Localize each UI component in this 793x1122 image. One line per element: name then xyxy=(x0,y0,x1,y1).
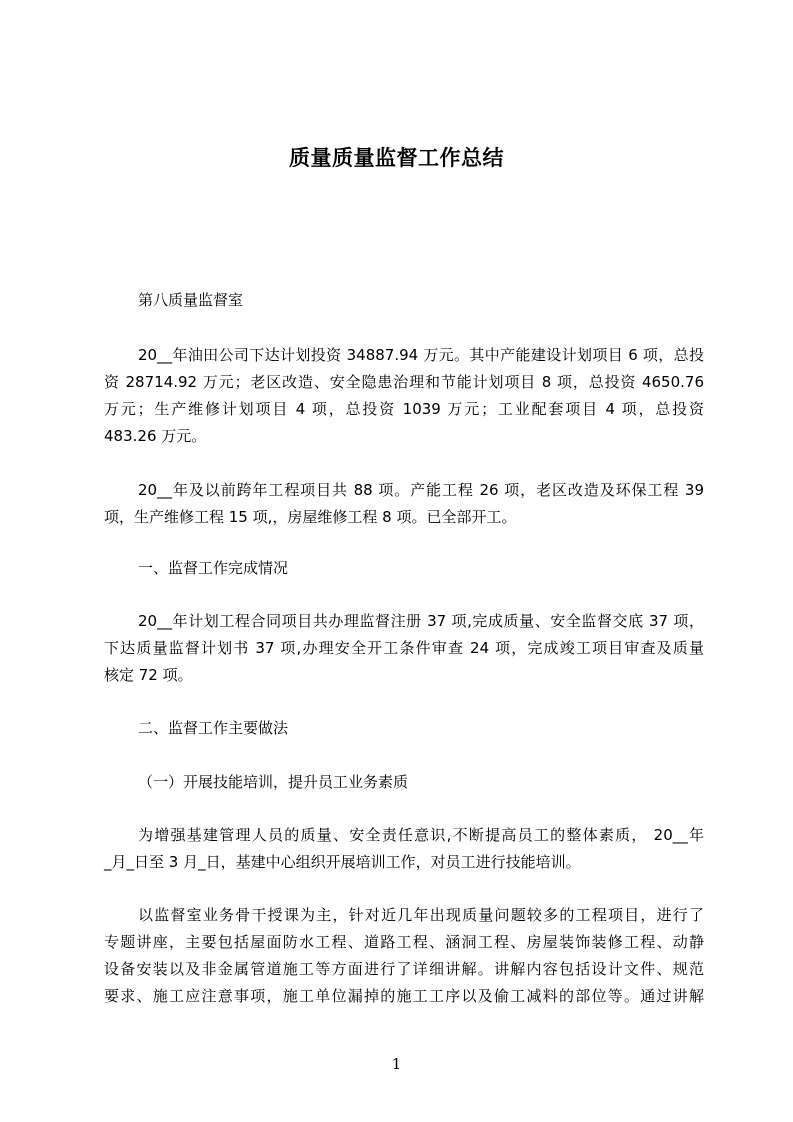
section-heading: 一、监督工作完成情况 xyxy=(138,559,289,577)
page-title: 质量质量监督工作总结 xyxy=(289,146,504,170)
paragraph-line: 项，生产维修工程 15 项,，房屋维修工程 8 项。已全部开工。 xyxy=(104,508,517,526)
page-number: 1 xyxy=(391,1055,402,1073)
paragraph-line: 设备安装以及非金属管道施工等方面进行了详细讲解。讲解内容包括设计文件、规范 xyxy=(104,960,704,978)
paragraph-line: 20__年及以前跨年工程项目共 88 项。产能工程 26 项，老区改造及环保工程 39 xyxy=(138,481,704,499)
paragraph-line: 下达质量监督计划书 37 项,办理安全开工条件审查 24 项，完成竣工项目审查及质量 xyxy=(104,639,704,657)
paragraph-line: 资 28714.92 万元；老区改造、安全隐患治理和节能计划项目 8 项，总投资 4650.76 xyxy=(104,373,704,391)
subsection-heading: （一）开展技能培训，提升员工业务素质 xyxy=(138,773,409,791)
paragraph-line: 专题讲座，主要包括屋面防水工程、道路工程、涵洞工程、房屋装饰装修工程、动静 xyxy=(104,933,704,951)
section-heading-office: 第八质量监督室 xyxy=(138,291,244,309)
paragraph-line: 20__年计划工程合同项目共办理监督注册 37 项,完成质量、安全监督交底 37 项， xyxy=(138,612,704,630)
paragraph-line: 要求、施工应注意事项，施工单位漏掉的施工工序以及偷工减料的部位等。通过讲解 xyxy=(104,987,704,1005)
paragraph-line: 万元；生产维修计划项目 4 项，总投资 1039 万元；工业配套项目 4 项，总投资 xyxy=(104,400,704,418)
section-heading: 二、监督工作主要做法 xyxy=(138,719,289,737)
paragraph-line: 核定 72 项。 xyxy=(104,666,193,684)
paragraph-line: 483.26 万元。 xyxy=(104,427,207,445)
paragraph-line: 20__年油田公司下达计划投资 34887.94 万元。其中产能建设计划项目 6 项，总投 xyxy=(138,346,704,364)
paragraph-line: 以监督室业务骨干授课为主，针对近几年出现质量问题较多的工程项目，进行了 xyxy=(138,906,704,924)
paragraph-line: _月_日至 3 月_日，基建中心组织开展培训工作，对员工进行技能培训。 xyxy=(104,853,581,871)
paragraph-line: 为增强基建管理人员的质量、安全责任意识,不断提高员工的整体素质， 20__年 xyxy=(138,826,704,844)
